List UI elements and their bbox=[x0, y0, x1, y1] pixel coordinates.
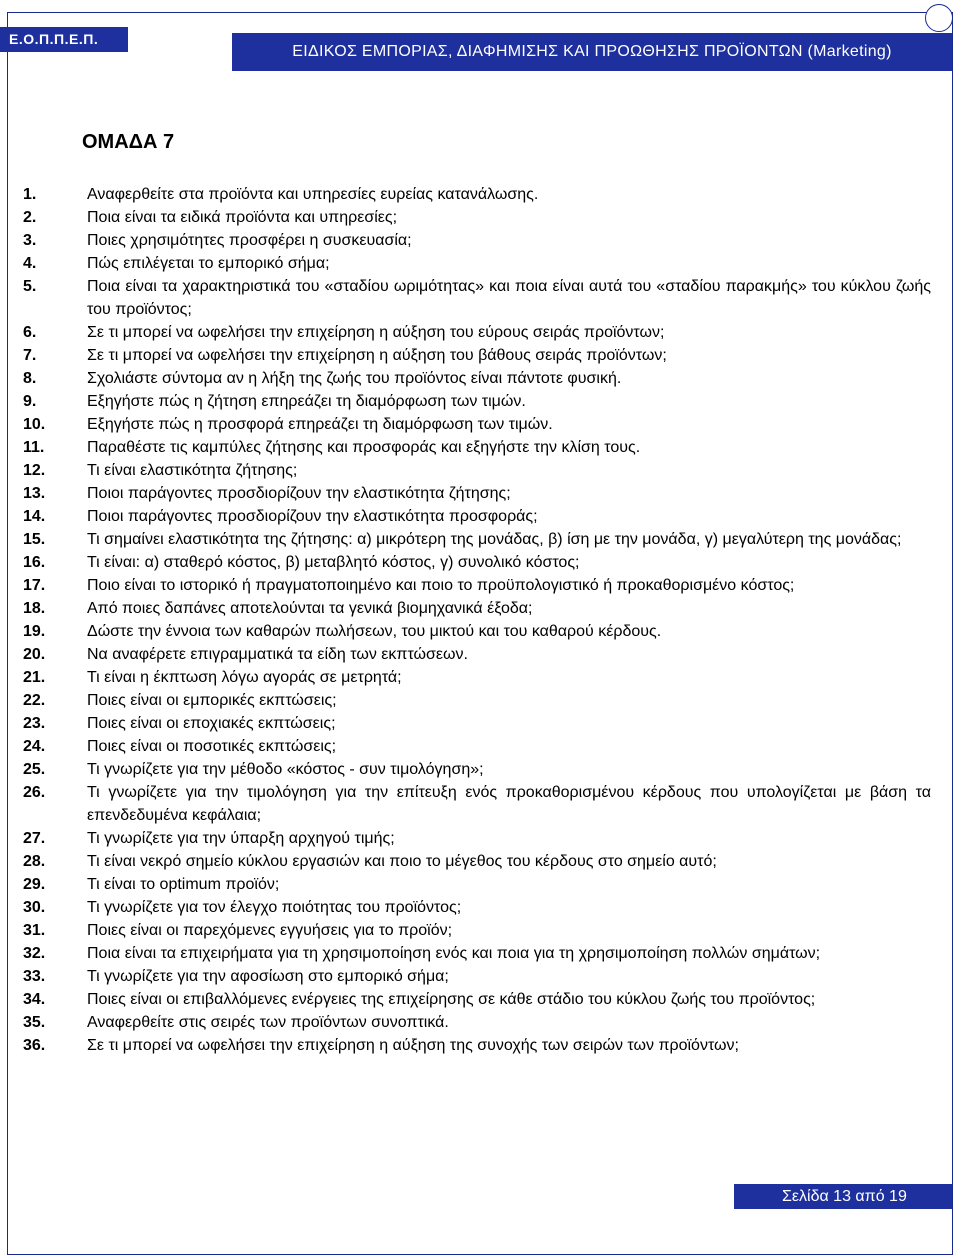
question-item bbox=[23, 482, 931, 505]
question-item bbox=[23, 321, 931, 344]
question-text: Ποια είναι τα χαρακτηριστικά του «σταδίου ωριμότητας» και ποια είναι αυτά του «σταδίου παρακμής» του κύκλου ζωής του προϊόντος; bbox=[87, 278, 931, 318]
question-text: Ποιες είναι οι εμπορικές εκπτώσεις; bbox=[87, 692, 337, 709]
question-item bbox=[23, 229, 931, 252]
question-item bbox=[23, 574, 931, 597]
question-number: 14. bbox=[23, 508, 46, 525]
question-text: Εξηγήστε πώς η ζήτηση επηρεάζει τη διαμόρφωση των τιμών. bbox=[87, 393, 526, 410]
question-text: Ποιοι παράγοντες προσδιορίζουν την ελαστικότητα προσφοράς; bbox=[87, 508, 538, 525]
question-item bbox=[23, 643, 931, 666]
question-text: Αναφερθείτε στα προϊόντα και υπηρεσίες ευρείας κατανάλωσης. bbox=[87, 186, 539, 203]
question-text: Σχολιάστε σύντομα αν η λήξη της ζωής του προϊόντος είναι πάντοτε φυσική. bbox=[87, 370, 622, 387]
question-number: 27. bbox=[23, 830, 46, 847]
question-number: 20. bbox=[23, 646, 46, 663]
question-number: 36. bbox=[23, 1037, 46, 1054]
question-number: 12. bbox=[23, 462, 46, 479]
question-item bbox=[23, 735, 931, 758]
question-text: Τι είναι το optimum προϊόν; bbox=[87, 876, 280, 893]
question-item bbox=[23, 850, 931, 873]
question-text: Ποιες είναι οι επιβαλλόμενες ενέργειες της επιχείρησης σε κάθε στάδιο του κύκλου ζωής του προϊόντος; bbox=[87, 991, 816, 1008]
question-text: Τι είναι ελαστικότητα ζήτησης; bbox=[87, 462, 298, 479]
question-text: Τι σημαίνει ελαστικότητα της ζήτησης: α) μικρότερη της μονάδας, β) ίση με την μονάδα, γ) μεγαλύτερη της μονάδας; bbox=[87, 531, 902, 548]
question-number: 13. bbox=[23, 485, 46, 502]
question-number: 7. bbox=[23, 347, 37, 364]
question-number: 26. bbox=[23, 784, 46, 801]
specialty-banner: ΕΙΔΙΚΟΣ ΕΜΠΟΡΙΑΣ, ΔΙΑΦΗΜΙΣΗΣ ΚΑΙ ΠΡΟΩΘΗΣΗΣ ΠΡΟΪΟΝΤΩΝ (Marketing) bbox=[232, 33, 952, 71]
question-text: Τι γνωρίζετε για την μέθοδο «κόστος - συν τιμολόγηση»; bbox=[87, 761, 484, 778]
question-item bbox=[23, 919, 931, 942]
question-item bbox=[23, 390, 931, 413]
question-text: Τι είναι η έκπτωση λόγω αγοράς σε μετρητά; bbox=[87, 669, 402, 686]
page-title: ΟΜΑΔΑ 7 bbox=[82, 131, 175, 153]
question-number: 22. bbox=[23, 692, 46, 709]
question-number: 25. bbox=[23, 761, 46, 778]
question-list bbox=[23, 183, 931, 1057]
question-item bbox=[23, 1011, 931, 1034]
question-number: 35. bbox=[23, 1014, 46, 1031]
question-item bbox=[23, 459, 931, 482]
question-number: 10. bbox=[23, 416, 46, 433]
question-number: 4. bbox=[23, 255, 37, 272]
question-text: Να αναφέρετε επιγραμματικά τα είδη των εκπτώσεων. bbox=[87, 646, 468, 663]
question-number: 6. bbox=[23, 324, 37, 341]
question-item bbox=[23, 988, 931, 1011]
question-text: Ποιες είναι οι παρεχόμενες εγγυήσεις για το προϊόν; bbox=[87, 922, 453, 939]
question-number: 2. bbox=[23, 209, 37, 226]
question-item bbox=[23, 758, 931, 781]
question-number: 18. bbox=[23, 600, 46, 617]
question-number: 19. bbox=[23, 623, 46, 640]
question-number: 11. bbox=[23, 439, 45, 456]
question-text: Ποιες είναι οι ποσοτικές εκπτώσεις; bbox=[87, 738, 337, 755]
question-number: 30. bbox=[23, 899, 46, 916]
question-item bbox=[23, 551, 931, 574]
question-text: Τι είναι νεκρό σημείο κύκλου εργασιών και ποιο το μέγεθος του κέρδους στο σημείο αυτό; bbox=[87, 853, 717, 870]
question-item bbox=[23, 436, 931, 459]
org-label: Ε.Ο.Π.Π.Ε.Π. bbox=[0, 27, 128, 52]
question-text: Δώστε την έννοια των καθαρών πωλήσεων, του μικτού και του καθαρού κέρδους. bbox=[87, 623, 662, 640]
question-item bbox=[23, 367, 931, 390]
question-number: 31. bbox=[23, 922, 46, 939]
question-item bbox=[23, 781, 931, 827]
question-text: Τι γνωρίζετε για την τιμολόγηση για την επίτευξη ενός προκαθορισμένου κέρδους που υπολογίζεται με βάση τα επενδεδυμένα κεφάλαια; bbox=[87, 784, 931, 824]
question-number: 21. bbox=[23, 669, 46, 686]
question-text: Ποια είναι τα επιχειρήματα για τη χρησιμοποίηση ενός και ποια για τη χρησιμοποίηση πολλών σημάτων; bbox=[87, 945, 821, 962]
question-item bbox=[23, 666, 931, 689]
question-item bbox=[23, 275, 931, 321]
corner-circle-icon bbox=[925, 4, 953, 32]
question-text: Παραθέστε τις καμπύλες ζήτησης και προσφοράς και εξηγήστε την κλίση τους. bbox=[87, 439, 641, 456]
question-text: Ποιοι παράγοντες προσδιορίζουν την ελαστικότητα ζήτησης; bbox=[87, 485, 511, 502]
question-text: Ποιο είναι το ιστορικό ή πραγματοποιημένο και ποιο το προϋπολογιστικό ή προκαθορισμένο κόστος; bbox=[87, 577, 795, 594]
question-number: 8. bbox=[23, 370, 37, 387]
question-text: Τι γνωρίζετε για τον έλεγχο ποιότητας του προϊόντος; bbox=[87, 899, 462, 916]
question-item bbox=[23, 965, 931, 988]
question-number: 5. bbox=[23, 278, 37, 295]
question-text: Σε τι μπορεί να ωφελήσει την επιχείρηση η αύξηση του βάθους σειράς προϊόντων; bbox=[87, 347, 667, 364]
question-text: Τι είναι: α) σταθερό κόστος, β) μεταβλητό κόστος, γ) συνολικό κόστος; bbox=[87, 554, 580, 571]
question-number: 1. bbox=[23, 186, 37, 203]
question-item bbox=[23, 1034, 931, 1057]
question-item bbox=[23, 827, 931, 850]
question-item bbox=[23, 620, 931, 643]
question-number: 23. bbox=[23, 715, 46, 732]
question-text: Σε τι μπορεί να ωφελήσει την επιχείρηση η αύξηση της συνοχής των σειρών των προϊόντων; bbox=[87, 1037, 739, 1054]
question-text: Από ποιες δαπάνες αποτελούνται τα γενικά βιομηχανικά έξοδα; bbox=[87, 600, 533, 617]
question-number: 3. bbox=[23, 232, 37, 249]
question-item bbox=[23, 712, 931, 735]
question-text: Εξηγήστε πώς η προσφορά επηρεάζει τη διαμόρφωση των τιμών. bbox=[87, 416, 553, 433]
question-text: Τι γνωρίζετε για την ύπαρξη αρχηγού τιμής; bbox=[87, 830, 395, 847]
question-number: 24. bbox=[23, 738, 46, 755]
question-item bbox=[23, 597, 931, 620]
question-text: Ποιες είναι οι εποχιακές εκπτώσεις; bbox=[87, 715, 336, 732]
question-number: 34. bbox=[23, 991, 46, 1008]
question-number: 33. bbox=[23, 968, 46, 985]
question-text: Τι γνωρίζετε για την αφοσίωση στο εμπορικό σήμα; bbox=[87, 968, 449, 985]
question-item bbox=[23, 206, 931, 229]
question-item bbox=[23, 183, 931, 206]
question-item bbox=[23, 689, 931, 712]
question-item bbox=[23, 528, 931, 551]
question-number: 16. bbox=[23, 554, 46, 571]
question-number: 29. bbox=[23, 876, 46, 893]
question-item bbox=[23, 344, 931, 367]
question-number: 9. bbox=[23, 393, 37, 410]
question-item bbox=[23, 413, 931, 436]
question-text: Πώς επιλέγεται το εμπορικό σήμα; bbox=[87, 255, 330, 272]
question-text: Σε τι μπορεί να ωφελήσει την επιχείρηση η αύξηση του εύρους σειράς προϊόντων; bbox=[87, 324, 665, 341]
question-item bbox=[23, 873, 931, 896]
question-number: 15. bbox=[23, 531, 46, 548]
question-item bbox=[23, 896, 931, 919]
question-item bbox=[23, 505, 931, 528]
question-item bbox=[23, 252, 931, 275]
question-number: 17. bbox=[23, 577, 46, 594]
question-text: Αναφερθείτε στις σειρές των προϊόντων συνοπτικά. bbox=[87, 1014, 449, 1031]
question-text: Ποια είναι τα ειδικά προϊόντα και υπηρεσίες; bbox=[87, 209, 398, 226]
question-item bbox=[23, 942, 931, 965]
question-number: 28. bbox=[23, 853, 46, 870]
question-number: 32. bbox=[23, 945, 46, 962]
page-number: Σελίδα 13 από 19 bbox=[734, 1184, 952, 1209]
question-text: Ποιες χρησιμότητες προσφέρει η συσκευασία; bbox=[87, 232, 412, 249]
